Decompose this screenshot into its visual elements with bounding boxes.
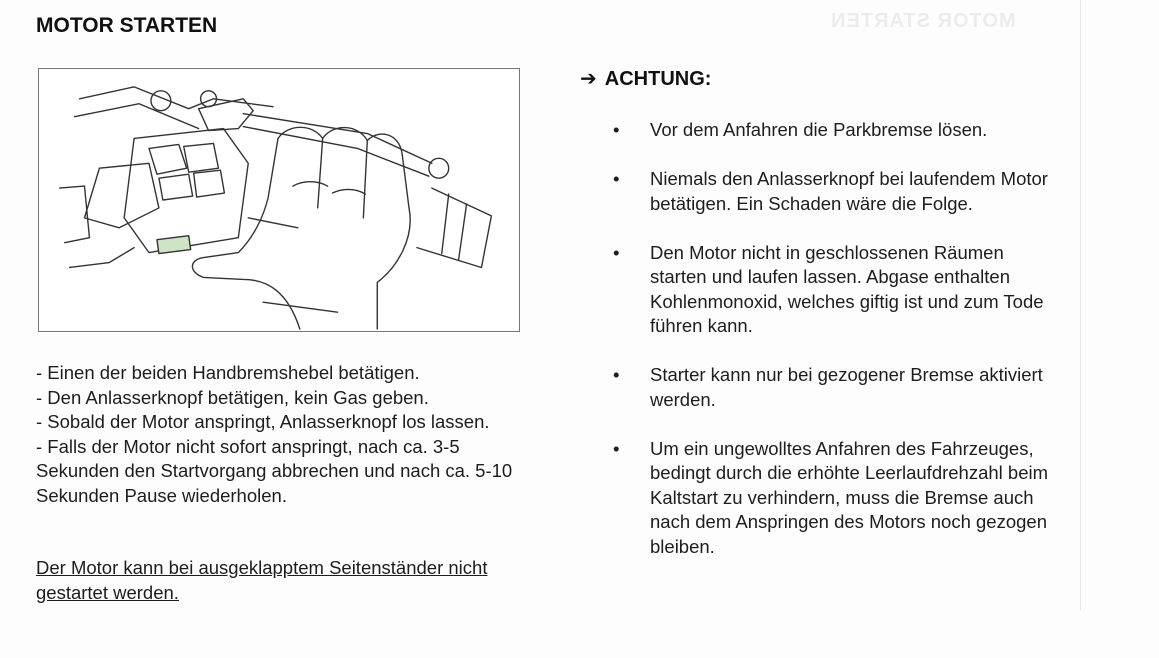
warning-list [613, 118, 1053, 584]
warning-text: Niemals den Anlasserknopf bei laufendem Motor betätigen. Ein Schaden wäre die Folge. [650, 168, 1048, 214]
bullet-icon: • [613, 241, 620, 263]
achtung-label: ACHTUNG: [604, 68, 712, 90]
warning-text: Starter kann nur bei gezogener Bremse aktiviert werden. [650, 364, 1043, 410]
hand-on-handlebar-illustration [39, 69, 519, 331]
page-edge-divider [1080, 0, 1081, 610]
step-item: - Den Anlasserknopf betätigen, kein Gas geben. [36, 386, 429, 408]
step-item: - Sobald der Motor anspringt, Anlasserknopf los lassen. [36, 411, 490, 432]
arrow-right-icon: ➔ [580, 68, 597, 90]
bullet-icon: • [613, 168, 620, 189]
handlebar-figure [38, 68, 520, 332]
warning-item [613, 437, 1053, 560]
page-title: MOTOR STARTEN [36, 14, 218, 37]
achtung-heading [580, 66, 711, 91]
side-stand-note: Der Motor kann bei ausgeklapptem Seitenständer nicht gestartet werden. [36, 557, 488, 603]
bleed-through-title: MOTOR STARTEN [830, 10, 1016, 32]
bullet-icon: • [613, 119, 620, 140]
start-steps [36, 361, 536, 508]
warning-item [613, 241, 1053, 339]
warning-text: Den Motor nicht in geschlossenen Räumen starten und laufen lassen. Abgase enthalten Kohlenmonoxid, welches giftig ist und zum Tode führen kann. [650, 241, 1044, 336]
step-item: - Falls der Motor nicht sofort anspringt, nach ca. 3-5 Sekunden den Startvorgang abbrechen und nach ca. 5-10 Sekunden Pause wiederholen. [36, 435, 513, 506]
warning-item [613, 363, 1053, 412]
warning-item [613, 167, 1053, 216]
warning-text: Um ein ungewolltes Anfahren des Fahrzeuges, bedingt durch die erhöhte Leerlaufdrehzahl beim Kaltstart zu verhindern, muss die Bremse auch nach dem Anspringen des Motors noch gezogen bleiben. [650, 437, 1049, 557]
step-item: - Einen der beiden Handbremshebel betätigen. [36, 362, 420, 383]
bullet-icon: • [613, 437, 620, 459]
warning-item [613, 118, 1053, 143]
bullet-icon: • [613, 364, 620, 385]
warning-text: Vor dem Anfahren die Parkbremse lösen. [650, 119, 988, 140]
